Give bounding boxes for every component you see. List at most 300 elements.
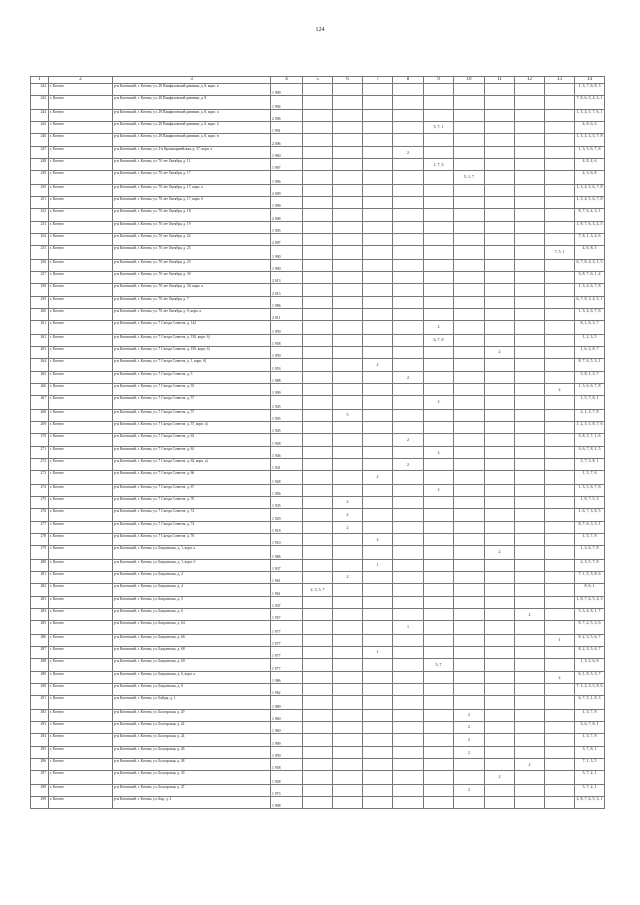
table-cell (454, 634, 485, 646)
table-cell (424, 784, 454, 796)
table-cell (363, 522, 393, 534)
table-cell: 2 (393, 147, 424, 159)
table-cell (515, 121, 545, 133)
table-cell (545, 583, 575, 597)
table-cell: 1 999 (271, 733, 303, 747)
table-cell (333, 658, 363, 672)
table-cell: р-н Котовский, г. Котово, ул. 70 лет Октября, д. 22 (113, 234, 271, 246)
table-cell: 285 (31, 621, 49, 635)
table-cell: 269 (31, 421, 49, 433)
table-cell: 274 (31, 484, 49, 496)
table-cell: 248 (31, 159, 49, 171)
table-cell (424, 771, 454, 785)
table-cell: г. Котово (49, 471, 113, 485)
table-cell (363, 234, 393, 246)
table-cell: 271 (31, 447, 49, 459)
table-cell (424, 234, 454, 246)
table-cell (363, 771, 393, 785)
table-cell: р-н Котовский, г. Котово, ул. 70 лет Октября, д. 17 (113, 171, 271, 185)
table-row (31, 796, 605, 808)
table-cell: р-н Котовский, г. Котово, ул. 7 Съезда Советов, д. 66 (113, 471, 271, 485)
table-cell (363, 133, 393, 147)
table-cell: 289 (31, 672, 49, 684)
table-cell (454, 84, 485, 96)
table-cell (545, 372, 575, 384)
table-cell (363, 384, 393, 396)
table-cell (454, 433, 485, 447)
table-cell (545, 721, 575, 733)
table-row (31, 234, 605, 246)
table-cell: 2 (333, 571, 363, 583)
table-cell (454, 658, 485, 672)
table-cell: 284 (31, 609, 49, 621)
table-cell (363, 96, 393, 110)
table-cell (303, 508, 333, 522)
table-cell: 1 959 (271, 346, 303, 358)
table-cell: 2 006 (271, 133, 303, 147)
table-cell: 2 (454, 733, 485, 747)
table-cell: 8, 2, 3, 5, 6, 7 (575, 646, 605, 658)
table-cell: г. Котово (49, 309, 113, 321)
table-cell: 275 (31, 496, 49, 508)
table-cell (333, 621, 363, 635)
table-cell (303, 358, 333, 372)
table-cell (363, 109, 393, 121)
table-cell (485, 334, 515, 346)
table-cell: р-н Котовский, г. Котово, ул. 28 Панфиловской дивизии, д. 8 (113, 96, 271, 110)
table-cell (454, 309, 485, 321)
table-cell: 2 (424, 396, 454, 410)
table-cell: 3, 8, 7, 6, 1, 4 (575, 271, 605, 283)
table-cell (424, 634, 454, 646)
table-cell: 258 (31, 283, 49, 297)
table-cell (424, 358, 454, 372)
table-cell (333, 384, 363, 396)
table-cell (424, 208, 454, 222)
table-cell (393, 496, 424, 508)
table-cell (515, 84, 545, 96)
table-cell: 4, 6, 8, 3 (575, 246, 605, 260)
table-cell (424, 171, 454, 185)
table-cell (485, 459, 515, 471)
table-cell (424, 409, 454, 421)
table-cell: г. Котово (49, 784, 113, 796)
table-cell: р-н Котовский, г. Котово, ул. 28 Панфиловской дивизии, д. 8, корп. а (113, 84, 271, 96)
table-cell (333, 459, 363, 471)
table-cell (393, 597, 424, 609)
table-cell: 253 (31, 222, 49, 234)
table-cell (454, 246, 485, 260)
table-cell (485, 696, 515, 710)
column-header-2: 2 (49, 77, 113, 84)
table-cell (303, 222, 333, 234)
table-row (31, 133, 605, 147)
table-cell (485, 508, 515, 522)
table-cell: 270 (31, 433, 49, 447)
table-cell (393, 747, 424, 759)
table-cell (454, 522, 485, 534)
table-cell (333, 96, 363, 110)
table-cell: 282 (31, 583, 49, 597)
table-cell (545, 496, 575, 508)
table-cell: 8, 7, 6, 3, 5, 1 (575, 522, 605, 534)
table-cell (485, 372, 515, 384)
table-cell: 1, 3, 4, 3, 5, 7, 8 (575, 133, 605, 147)
table-cell: г. Котово (49, 384, 113, 396)
table-cell (333, 684, 363, 696)
table-cell: р-н Котовский, г. Котово, ул. 7 Съезда Советов, д. 150, корп. б) (113, 334, 271, 346)
table-cell (454, 684, 485, 696)
table-cell (424, 522, 454, 534)
table-cell (303, 147, 333, 159)
table-cell (363, 459, 393, 471)
table-cell (545, 133, 575, 147)
table-cell (454, 321, 485, 335)
table-cell: 1 996 (271, 171, 303, 185)
table-cell (454, 771, 485, 785)
table-cell: 2 (454, 747, 485, 759)
table-cell (454, 396, 485, 410)
table-cell: 272 (31, 459, 49, 471)
table-cell (485, 672, 515, 684)
table-cell: 5, 7, 3, 8, 1 (575, 459, 605, 471)
table-cell (545, 259, 575, 271)
table-cell (424, 609, 454, 621)
table-cell (363, 709, 393, 721)
table-cell (545, 171, 575, 185)
table-cell (515, 672, 545, 684)
column-header-11: 11 (485, 77, 515, 84)
table-cell (485, 759, 515, 771)
table-cell (333, 259, 363, 271)
table-row (31, 771, 605, 785)
table-cell (515, 222, 545, 234)
table-cell: 1, 8, 7, 6, 5, 4, 3 (575, 597, 605, 609)
table-cell (333, 784, 363, 796)
table-cell (454, 147, 485, 159)
table-cell: г. Котово (49, 609, 113, 621)
table-cell (393, 684, 424, 696)
table-cell: 2 (333, 508, 363, 522)
table-cell: г. Котово (49, 297, 113, 309)
table-cell: р-н Котовский, г. Котово, ул. Багратиона, д. 69 (113, 658, 271, 672)
table-cell (333, 372, 363, 384)
table-cell (363, 208, 393, 222)
table-cell (454, 184, 485, 196)
table-cell (485, 309, 515, 321)
table-cell: 1 945 (271, 421, 303, 433)
table-cell (515, 297, 545, 309)
table-cell (515, 396, 545, 410)
table-cell (485, 721, 515, 733)
table-cell (515, 597, 545, 609)
table-cell (363, 784, 393, 796)
table-cell (393, 171, 424, 185)
table-cell (363, 321, 393, 335)
table-cell: р-н Котовский, г. Котово, ул. 70 лет Октября, д. 30, корп. а (113, 283, 271, 297)
table-row (31, 583, 605, 597)
table-cell: 4, 3, 6, 8 (575, 171, 605, 185)
table-cell (333, 184, 363, 196)
table-cell (545, 709, 575, 721)
table-cell: г. Котово (49, 84, 113, 96)
table-cell (333, 721, 363, 733)
table-cell (454, 271, 485, 283)
table-cell: г. Котово (49, 372, 113, 384)
table-cell: 2 (393, 459, 424, 471)
table-body (31, 84, 605, 809)
table-cell: 256 (31, 259, 49, 271)
table-cell (363, 147, 393, 159)
table-cell: 1 994 (271, 96, 303, 110)
table-cell (363, 259, 393, 271)
table-cell (454, 96, 485, 110)
table-cell: р-н Котовский, г. Котово, ул. 7 Съезда Советов, д. 63 (113, 447, 271, 459)
table-cell (363, 796, 393, 808)
table-cell (303, 709, 333, 721)
table-cell (545, 334, 575, 346)
table-row (31, 496, 605, 508)
table-cell (424, 309, 454, 321)
table-cell: 3, 6, 7, 8, 1 (575, 721, 605, 733)
table-row (31, 609, 605, 621)
table-cell: 283 (31, 597, 49, 609)
table-cell: 294 (31, 733, 49, 747)
table-cell: г. Котово (49, 522, 113, 534)
table-row (31, 283, 605, 297)
table-cell (303, 459, 333, 471)
table-cell (545, 508, 575, 522)
table-cell: 1 910 (271, 534, 303, 546)
table-cell (485, 534, 515, 546)
table-cell (393, 271, 424, 283)
table-cell (545, 309, 575, 321)
table-cell: г. Котово (49, 447, 113, 459)
table-row (31, 384, 605, 396)
table-cell: р-н Котовский, г. Котово, ул. 7 Съезда Советов, д. 67 (113, 484, 271, 496)
table-cell (454, 646, 485, 658)
table-cell (454, 583, 485, 597)
table-cell: 7, 1, 3, 5 (575, 759, 605, 771)
table-cell (515, 496, 545, 508)
table-cell (424, 184, 454, 196)
table-cell: р-н Котовский, г. Котово, ул. 7 Съезда Советов, д. 35 (113, 384, 271, 396)
table-cell (545, 159, 575, 171)
table-cell (424, 796, 454, 808)
table-cell: 259 (31, 297, 49, 309)
table-cell: 2 (485, 346, 515, 358)
table-cell (424, 696, 454, 710)
table-cell: 250 (31, 184, 49, 196)
column-header-4: 4 (271, 77, 303, 84)
table-cell (333, 609, 363, 621)
table-cell (333, 84, 363, 96)
table-cell (333, 133, 363, 147)
table-cell (363, 372, 393, 384)
table-row (31, 546, 605, 560)
table-cell: г. Котово (49, 109, 113, 121)
table-cell (515, 147, 545, 159)
table-cell (333, 583, 363, 597)
table-cell (515, 384, 545, 396)
table-cell: р-н Котовский, г. Котово, ул. 7 Съезда Советов, д. 57 (113, 409, 271, 421)
table-cell (303, 522, 333, 534)
table-cell (303, 634, 333, 646)
table-cell: 1, 8, 7, 5, 3 (575, 496, 605, 508)
table-cell (515, 559, 545, 571)
table-cell (545, 109, 575, 121)
table-cell (303, 696, 333, 710)
table-cell (485, 109, 515, 121)
table-cell: 1, 3, 7, 8 (575, 709, 605, 721)
table-cell: 2, 3, 5, 7, 8 (575, 559, 605, 571)
table-cell (393, 222, 424, 234)
table-cell (485, 184, 515, 196)
table-cell: 1 998 (271, 796, 303, 808)
table-cell: р-н Котовский, г. Котово, ул. 28 Панфиловской дивизии, д. 8, корп. а (113, 109, 271, 121)
table-row (31, 471, 605, 485)
table-cell (545, 297, 575, 309)
table-cell (424, 109, 454, 121)
table-cell: 7, 8, 6, 5, 4, 3, 1 (575, 96, 605, 110)
table-cell (454, 534, 485, 546)
table-cell: 2 (363, 534, 393, 546)
table-cell (515, 109, 545, 121)
table-cell: г. Котово (49, 571, 113, 583)
table-cell (515, 133, 545, 147)
table-cell (393, 696, 424, 710)
table-cell (393, 121, 424, 133)
table-cell (545, 609, 575, 621)
table-cell (363, 433, 393, 447)
table-cell (333, 559, 363, 571)
table-cell (485, 609, 515, 621)
table-cell: г. Котово (49, 334, 113, 346)
table-cell: 1 989 (271, 696, 303, 710)
table-cell (454, 159, 485, 171)
table-cell: г. Котово (49, 222, 113, 234)
table-cell: 1 977 (271, 621, 303, 635)
table-cell (303, 109, 333, 121)
table-cell: 1 988 (271, 372, 303, 384)
table-row (31, 747, 605, 759)
table-cell (424, 372, 454, 384)
table-cell (515, 583, 545, 597)
table-cell (363, 346, 393, 358)
table-row (31, 159, 605, 171)
table-cell (515, 534, 545, 546)
table-cell: 1 962 (271, 684, 303, 696)
table-cell: 1, 3, 4, 6, 7, 8 (575, 283, 605, 297)
table-cell (363, 546, 393, 560)
table-cell: г. Котово (49, 283, 113, 297)
table-cell (424, 546, 454, 560)
table-cell: г. Котово (49, 321, 113, 335)
table-cell: 257 (31, 271, 49, 283)
table-cell (515, 372, 545, 384)
table-cell (515, 709, 545, 721)
table-cell (485, 121, 515, 133)
table-cell (515, 747, 545, 759)
column-header-13: 13 (545, 77, 575, 84)
table-cell (363, 621, 393, 635)
table-cell: 299 (31, 796, 49, 808)
table-cell (333, 396, 363, 410)
table-cell: р-н Котовский, г. Котово, ул. 70 лет Октября, д. 23 (113, 246, 271, 260)
table-cell (424, 96, 454, 110)
table-cell: 1, 3, 4, 5, 6, 7, 8 (575, 196, 605, 208)
table-row (31, 297, 605, 309)
table-cell (545, 459, 575, 471)
table-cell (545, 771, 575, 785)
table-cell: г. Котово (49, 496, 113, 508)
table-cell: р-н Котовский, г. Котово, ул. 7 Съезда Советов, д. 1, корп. б) (113, 358, 271, 372)
table-cell (393, 559, 424, 571)
table-cell: 5, 7 (424, 658, 454, 672)
table-cell (393, 309, 424, 321)
table-cell: 5, 8, 1, 3, 7 (575, 372, 605, 384)
table-cell: 1 959 (271, 321, 303, 335)
table-cell (454, 696, 485, 710)
table-row (31, 222, 605, 234)
table-cell: г. Котово (49, 621, 113, 635)
table-cell: 5, 7, 2, 1 (575, 771, 605, 785)
table-cell: 3, 6, 7, 8, 1, 5 (575, 447, 605, 459)
table-cell: г. Котово (49, 484, 113, 496)
table-row (31, 684, 605, 696)
table-cell (515, 447, 545, 459)
table-cell: 243 (31, 96, 49, 110)
table-cell: р-н Котовский, г. Котово, ул. Болгарская, д. 22 (113, 721, 271, 733)
table-cell (485, 133, 515, 147)
table-cell: 1 977 (271, 658, 303, 672)
table-cell: г. Котово (49, 534, 113, 546)
table-cell (333, 433, 363, 447)
table-cell: г. Котово (49, 133, 113, 147)
table-cell (545, 409, 575, 421)
table-cell (485, 684, 515, 696)
table-cell: 1, 3, 5, 6, 7, 8 (575, 484, 605, 496)
table-cell: 1 999 (271, 384, 303, 396)
table-cell: 1 958 (271, 334, 303, 346)
table-cell (454, 372, 485, 384)
table-cell: 2 (485, 771, 515, 785)
table-cell (424, 747, 454, 759)
table-cell: 1, 3, 5, 6, 7, 8 (575, 147, 605, 159)
table-cell: 6, 1, 8, 5, 3, 7 (575, 672, 605, 684)
table-row (31, 484, 605, 496)
table-cell (393, 297, 424, 309)
table-cell: 249 (31, 171, 49, 185)
table-cell (303, 747, 333, 759)
table-cell (303, 733, 333, 747)
table-cell: 276 (31, 508, 49, 522)
table-cell (515, 784, 545, 796)
table-row (31, 121, 605, 133)
table-row (31, 334, 605, 346)
table-cell (454, 409, 485, 421)
table-cell: 2 (363, 471, 393, 485)
table-row (31, 96, 605, 110)
table-cell (515, 259, 545, 271)
table-cell (515, 646, 545, 658)
table-cell: р-н Котовский, г. Котово, ул. Бор, д. 2 (113, 796, 271, 808)
table-cell: г. Котово (49, 159, 113, 171)
table-row (31, 709, 605, 721)
table-cell (424, 508, 454, 522)
table-cell (545, 234, 575, 246)
table-cell (515, 321, 545, 335)
